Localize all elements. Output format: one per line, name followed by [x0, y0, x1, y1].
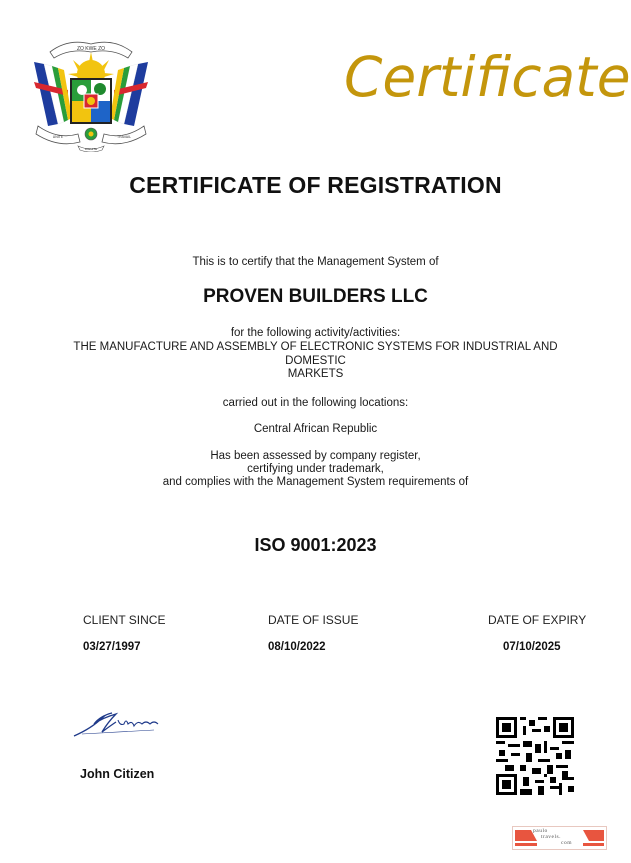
signatory-name: John Citizen: [80, 767, 155, 781]
assessment-line-2: certifying under trademark,: [247, 463, 384, 475]
date-of-issue-label: DATE OF ISSUE: [268, 613, 359, 627]
activity-line-3: MARKETS: [287, 368, 344, 380]
svg-text:TRAVAIL: TRAVAIL: [116, 135, 132, 139]
date-of-expiry-label: DATE OF EXPIRY: [488, 613, 587, 627]
coat-of-arms-icon: [28, 34, 154, 152]
activity-label: for the following activity/activities:: [230, 327, 401, 339]
location: Central African Republic: [253, 423, 378, 435]
iso-standard: ISO 9001:2023: [254, 535, 377, 555]
page-title: CERTIFICATE OF REGISTRATION: [129, 172, 502, 198]
watermark-line-3: com: [561, 840, 572, 846]
activity-line-1: THE MANUFACTURE AND ASSEMBLY OF ELECTRONIC SYSTEMS FOR INDUSTRIAL AND: [73, 341, 558, 353]
client-since-value: 03/27/1997: [83, 641, 141, 653]
watermark-badge: [512, 826, 607, 850]
assessment-line-1: Has been assessed by company register,: [210, 450, 421, 462]
activity-line-2: DOMESTIC: [285, 355, 346, 367]
signature-icon: [72, 708, 162, 740]
date-of-issue-value: 08/10/2022: [268, 641, 326, 653]
company-name: PROVEN BUILDERS LLC: [203, 286, 428, 307]
watermark-line-1: paulo: [533, 828, 548, 834]
intro-text: This is to certify that the Management System of: [192, 256, 439, 268]
qr-code-icon: [496, 717, 574, 795]
locations-label: carried out in the following locations:: [222, 397, 409, 409]
date-of-expiry-value: 07/10/2025: [503, 641, 561, 653]
svg-text:UNITE: UNITE: [52, 135, 64, 139]
coat-of-arms-emblem: [28, 34, 154, 152]
signature: [72, 708, 162, 740]
qr-code[interactable]: [496, 717, 574, 795]
watermark-line-2: travels.: [541, 834, 562, 840]
svg-text:DIGNITE: DIGNITE: [84, 147, 98, 151]
svg-text:ZO KWE ZO: ZO KWE ZO: [76, 46, 106, 52]
assessment-line-3: and complies with the Management System requirements of: [162, 476, 469, 488]
client-since-label: CLIENT SINCE: [83, 613, 166, 627]
certificate-script-title: Certificate: [344, 45, 631, 109]
